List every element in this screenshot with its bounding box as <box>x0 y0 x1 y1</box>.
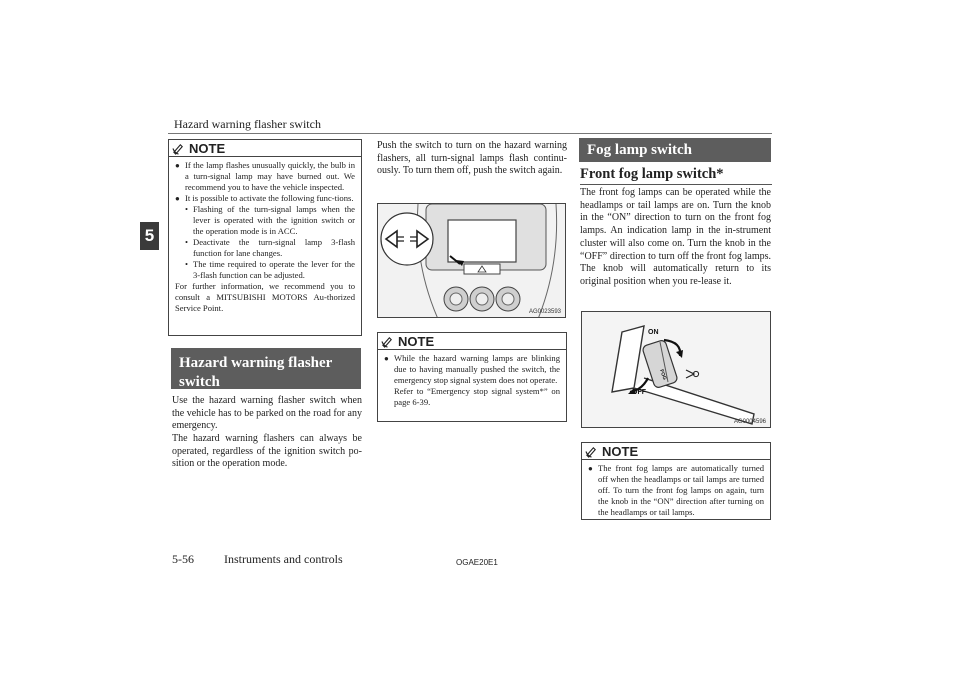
fog-lamp-figure <box>581 311 771 428</box>
note-box-hazard <box>377 332 567 422</box>
figure-on-label: ON <box>648 329 659 336</box>
note-bullet-text: The front fog lamps are automatically turned off when the headlamps or tail lamps are turned off. To turn the front fog lamps on again, turn the knob in the “ON” direction after turning on the headlamps or tail lamps. <box>598 463 764 517</box>
sub-bullet-icon: • <box>185 259 189 269</box>
note-bullet <box>175 193 355 204</box>
note-label: NOTE <box>189 140 226 156</box>
hazard-para-1: Use the hazard warning flasher switch when the vehicle has to be parked on the road for any emergency. <box>172 395 362 432</box>
figure-id: AG0004596 <box>733 419 766 425</box>
note-bullet-text: While the hazard warning lamps are blinking due to having manually pushed the switch, the emergency stop signal system does not operate. <box>394 353 560 385</box>
fog-subheading: Front fog lamp switch* <box>580 166 724 182</box>
chapter-tab: 5 <box>140 222 159 250</box>
figure-id: AG0023593 <box>528 309 561 315</box>
note-subbullet-text: The time required to operate the lever for the 3-flash function can be adjusted. <box>193 259 355 280</box>
note-box-turn-signal <box>168 139 362 336</box>
hazard-para-2: The hazard warning flashers can always be operated, regardless of the ignition switch po-sition or the operation mode. <box>172 433 362 470</box>
note-subbullet-text: Flashing of the turn-signal lamps when the lever is operated with the ignition switch or the operation mode is in ACC. <box>193 204 355 236</box>
note-label: NOTE <box>602 443 639 459</box>
note-bullet-text: It is possible to activate the following func-tions. <box>185 193 354 203</box>
note-body <box>378 350 566 412</box>
sub-bullet-icon: • <box>185 237 189 247</box>
note-bullet <box>588 463 764 518</box>
note-closing-text: For further information, we recommend you to consult a MITSUBISHI MOTORS Au-thorized Service Point. <box>175 281 355 313</box>
footer-section-title: Instruments and controls <box>224 552 343 566</box>
hazard-switch-figure <box>377 203 566 318</box>
note-subbullet <box>185 237 355 259</box>
sub-bullet-icon: • <box>185 204 189 214</box>
note-header <box>169 140 361 157</box>
note-reference-link[interactable]: Refer to “Emergency stop signal system*” on page 6-39. <box>394 386 560 407</box>
figure-fog-label: FOG <box>658 368 668 381</box>
fog-para: The front fog lamps can be operated while the headlamps or tail lamps are on. Turn the knob in the “ON” direction to turn on the front fog lamps. An indication lamp in the in-strument cluster will also come on. Turn the knob in the “OFF” direction to turn off the front fog lamps. The knob will automatically return to its original position when you re-lease it. <box>580 187 771 287</box>
note-body <box>582 460 770 522</box>
note-bullet-text: If the lamp flashes unusually quickly, the bulb in a turn-signal lamp may have burned out. We recommend you to have the vehicle inspected. <box>185 160 355 192</box>
note-subbullet <box>185 204 355 237</box>
dashboard-illustration <box>378 204 566 318</box>
document-code: OGAE20E1 <box>456 558 498 567</box>
fog-knob-illustration <box>582 312 771 428</box>
bullet-icon: ● <box>175 161 180 170</box>
bullet-icon: ● <box>175 194 180 203</box>
bullet-icon: ● <box>384 354 389 363</box>
note-bullet <box>175 160 355 193</box>
header-rule <box>168 133 772 134</box>
note-label: NOTE <box>398 333 435 349</box>
note-pencil-icon <box>585 445 598 458</box>
hazard-para-3: Push the switch to turn on the hazard warning flashers, all turn-signal lamps flash continu-ously. To turn them off, push the switch again. <box>377 140 567 177</box>
note-bullet <box>384 353 560 408</box>
page-number: 5-56 <box>172 552 194 566</box>
note-body <box>169 157 361 318</box>
note-subbullet <box>185 259 355 281</box>
note-pencil-icon <box>172 142 185 155</box>
figure-off-label: OFF <box>632 389 646 396</box>
note-box-fog <box>581 442 771 520</box>
note-subbullet-text: Deactivate the turn-signal lamp 3-flash function for lane changes. <box>193 237 355 258</box>
bullet-icon: ● <box>588 464 593 473</box>
note-header <box>582 443 770 460</box>
fog-section-heading: Fog lamp switch <box>579 138 771 162</box>
subheading-rule <box>580 184 772 185</box>
hazard-section-heading: Hazard warning flasher switch <box>171 348 361 389</box>
note-header <box>378 333 566 350</box>
running-header: Hazard warning flasher switch <box>174 117 321 131</box>
note-pencil-icon <box>381 335 394 348</box>
